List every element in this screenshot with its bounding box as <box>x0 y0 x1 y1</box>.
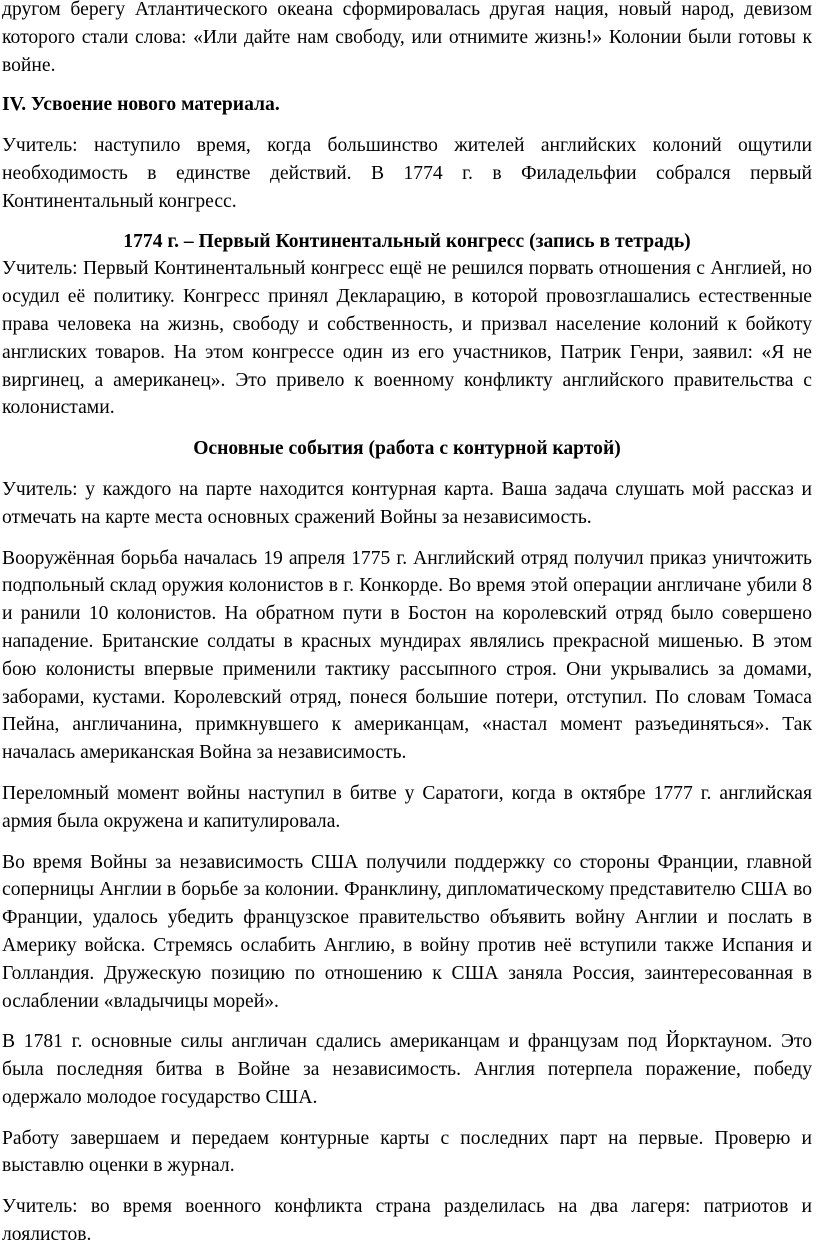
paragraph-two-camps: Учитель: во время военного конфликта страна разделилась на два лагеря: патриотов и лоялистов. <box>2 1196 812 1246</box>
heading-congress: 1774 г. – Первый Континентальный конгресс (запись в тетрадь) <box>123 230 691 252</box>
paragraph-map-task: Учитель: у каждого на парте находится контурная карта. Ваша задача слушать мой рассказ и отмечать на карте места основных сражений Войны за независимость. <box>2 478 812 528</box>
paragraph-finish-maps: Работу завершаем и передаем контурные карты с последних парт на первые. Проверю и выставлю оценки в журнал. <box>2 1127 812 1177</box>
paragraph-yorktown: В 1781 г. основные силы англичан сдались американцам и французам под Йорктауном. Это была последняя битва в Войне за независимость. Англия потерпела поражение, победу одержало молодое государство США. <box>2 1031 812 1108</box>
paragraph-teacher-time: Учитель: наступило время, когда большинство жителей английских колоний ощутили необходимость в единстве действий. В 1774 г. в Филадельфии собрался первый Континентальный конгресс. <box>2 135 812 212</box>
paragraph-saratoga: Переломный момент войны наступил в битве у Саратоги, когда в октябре 1777 г. английская армия была окружена и капитулировала. <box>2 782 812 832</box>
paragraph-congress: Учитель: Первый Континентальный конгресс ещё не решился порвать отношения с Англией, но осудил её политику. Конгресс принял Декларацию, в которой провозглашались естественные права человека на жизнь, свободу и собственность, и призвал население колоний к бойкоту англиских товаров. На этом конгрессе один из его участников, Патрик Генри, заявил: «Я не виргинец, а американец». Это привело к военному конфликту английского правительства с колонистами. <box>2 258 812 419</box>
intro-paragraph: другом берегу Атлантического океана сформировалась другая нация, новый народ, девизом которого стали слова: «Или дайте нам свободу, или отнимите жизнь!» Колонии были готовы к войне. <box>2 0 812 76</box>
section-heading: IV. Усвоение нового материала. <box>2 94 280 116</box>
heading-events: Основные события (работа с контурной картой) <box>193 438 621 460</box>
paragraph-armed-struggle: Вооружённая борьба началась 19 апреля 1775 г. Английский отряд получил приказ уничтожить подпольный склад оружия колонистов в г. Конкорде. Во время этой операции англичане убили 8 и ранили 10 колонистов. На обратном пути в Бостон на королевский отряд было совершено нападение. Британские солдаты в красных мундирах являлись прекрасной мишенью. В этом бою колонисты впервые применили тактику рассыпного строя. Они укрывались за домами, заборами, кустами. Королевский отряд, понеся большие потери, отступил. По словам Томаса Пейна, англичанина, примкнувшего к американцам, «настал момент разъединяться». Так началась американская Война за независимость. <box>2 547 812 764</box>
paragraph-france: Во время Войны за независимость США получили поддержку со стороны Франции, главной соперницы Англии в борьбе за колонии. Франклину, дипломатическому представителю США во Франции, удалось убедить французское правительство объявить войну Англии и послать в Америку войска. Стремясь ослабить Англию, в войну против неё вступили также Испания и Голландия. Дружескую позицию по отношению к США заняла Россия, заинтересованная в ослаблении «владычицы морей». <box>2 851 812 1012</box>
